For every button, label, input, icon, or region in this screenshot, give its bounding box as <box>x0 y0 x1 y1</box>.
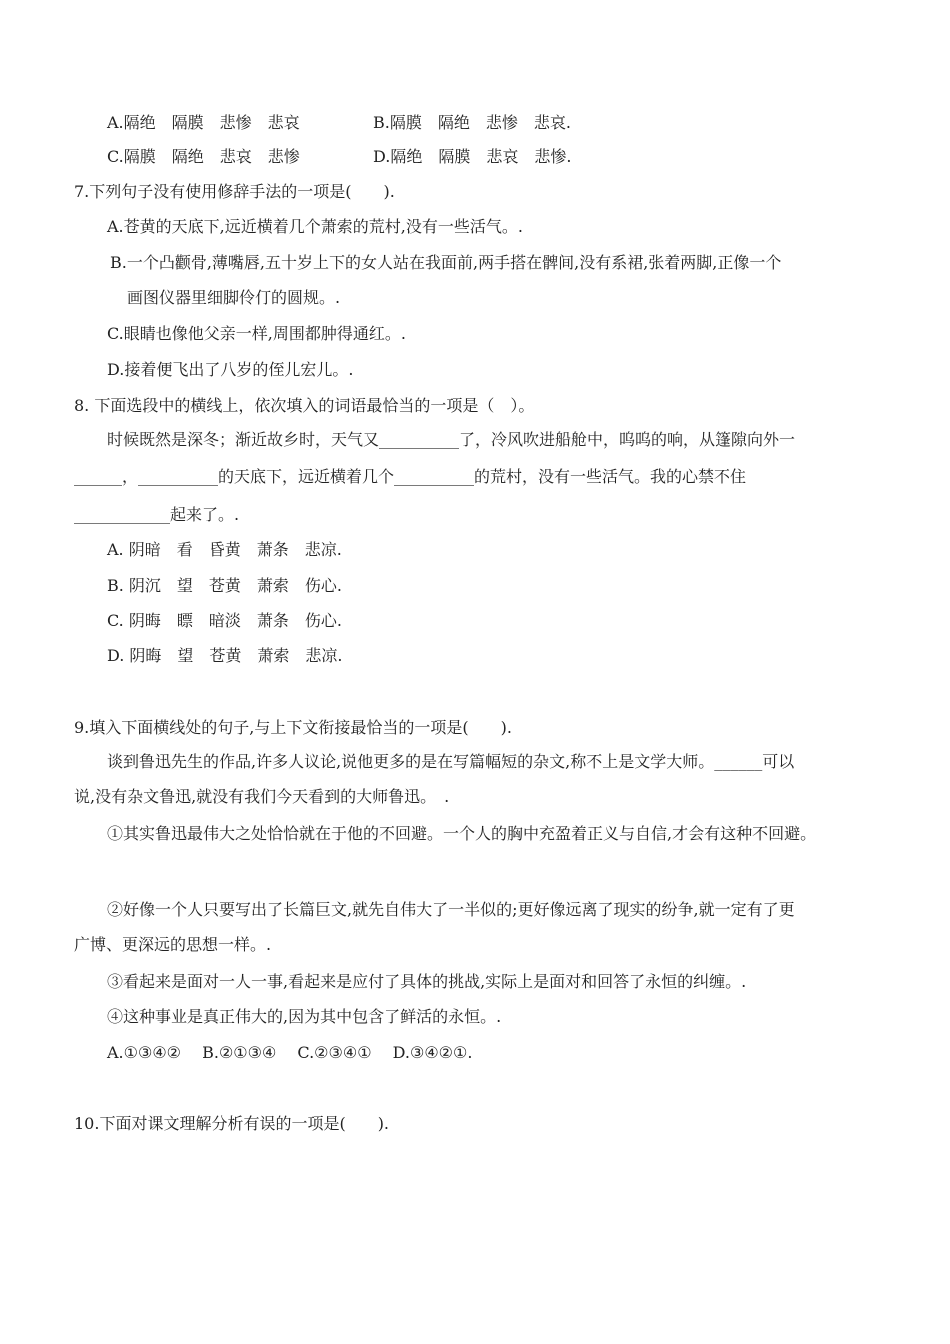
q9-passage-line: 谈到鲁迅先生的作品,许多人议论,说他更多的是在写篇幅短的杂文,称不上是文学大师。______可以 <box>107 752 795 771</box>
q8-option-a: A. 阴暗 看 昏黄 萧条 悲凉. <box>107 540 342 559</box>
q8-passage-line: ______，__________的天底下，远近横着几个__________的荒村，没有一些活气。我的心禁不住 <box>74 467 747 486</box>
q7-option-d: D.接着便飞出了八岁的侄儿宏儿。. <box>107 360 354 379</box>
q8-passage-line: 时候既然是深冬；渐近故乡时，天气又__________了，冷风吹进船舱中，呜呜的响，从篷隙向外一 <box>107 430 796 449</box>
q7-option-b: B.一个凸颧骨,薄嘴唇,五十岁上下的女人站在我面前,两手搭在髀间,没有系裙,张着两脚,正像一个 <box>110 253 782 272</box>
q8-option-b: B. 阴沉 望 苍黄 萧索 伤心. <box>107 576 343 595</box>
q6-option-d: D.隔绝 隔膜 悲哀 悲惨. <box>373 147 572 166</box>
q7-stem: 7.下列句子没有使用修辞手法的一项是( ). <box>74 182 395 201</box>
q9-sentence-4: ④这种事业是真正伟大的,因为其中包含了鲜活的永恒。. <box>107 1007 502 1026</box>
q6-option-a: A.隔绝 隔膜 悲惨 悲哀 <box>107 113 300 132</box>
q8-option-c: C. 阴晦 瞟 暗淡 萧条 伤心. <box>107 611 342 630</box>
q9-sentence-2-cont: 广博、更深远的思想一样。. <box>74 935 272 954</box>
q7-option-b-cont: 画图仪器里细脚伶仃的圆规。. <box>127 288 341 307</box>
q8-option-d: D. 阴晦 望 苍黄 萧索 悲凉. <box>107 646 343 665</box>
q7-option-c: C.眼睛也像他父亲一样,周围都肿得通红。. <box>107 324 406 343</box>
q6-option-b: B.隔膜 隔绝 悲惨 悲哀. <box>373 113 571 132</box>
q9-options: A.①③④② B.②①③④ C.②③④① D.③④②①. <box>107 1043 473 1062</box>
q9-sentence-2: ②好像一个人只要写出了长篇巨文,就先自伟大了一半似的;更好像远离了现实的纷争,就一定有了更 <box>107 900 795 919</box>
q9-sentence-3: ③看起来是面对一人一事,看起来是应付了具体的挑战,实际上是面对和回答了永恒的纠缠。. <box>107 972 747 991</box>
q6-option-c: C.隔膜 隔绝 悲哀 悲惨 <box>107 147 300 166</box>
q9-sentence-1: ①其实鲁迅最伟大之处恰恰就在于他的不回避。一个人的胸中充盈着正义与自信,才会有这种不回避。 <box>107 824 817 843</box>
q9-stem: 9.填入下面横线处的句子,与上下文衔接最恰当的一项是( ). <box>74 718 512 737</box>
q10-stem: 10.下面对课文理解分析有误的一项是( ). <box>74 1114 390 1133</box>
q8-passage-line: ____________起来了。. <box>74 505 240 524</box>
q8-stem: 8. 下面选段中的横线上，依次填入的词语最恰当的一项是（ ）。 <box>74 396 535 415</box>
q7-option-a: A.苍黄的天底下,远近横着几个萧索的荒村,没有一些活气。. <box>107 217 523 236</box>
q9-passage-line: 说,没有杂文鲁迅,就没有我们今天看到的大师鲁迅。 . <box>74 787 450 806</box>
